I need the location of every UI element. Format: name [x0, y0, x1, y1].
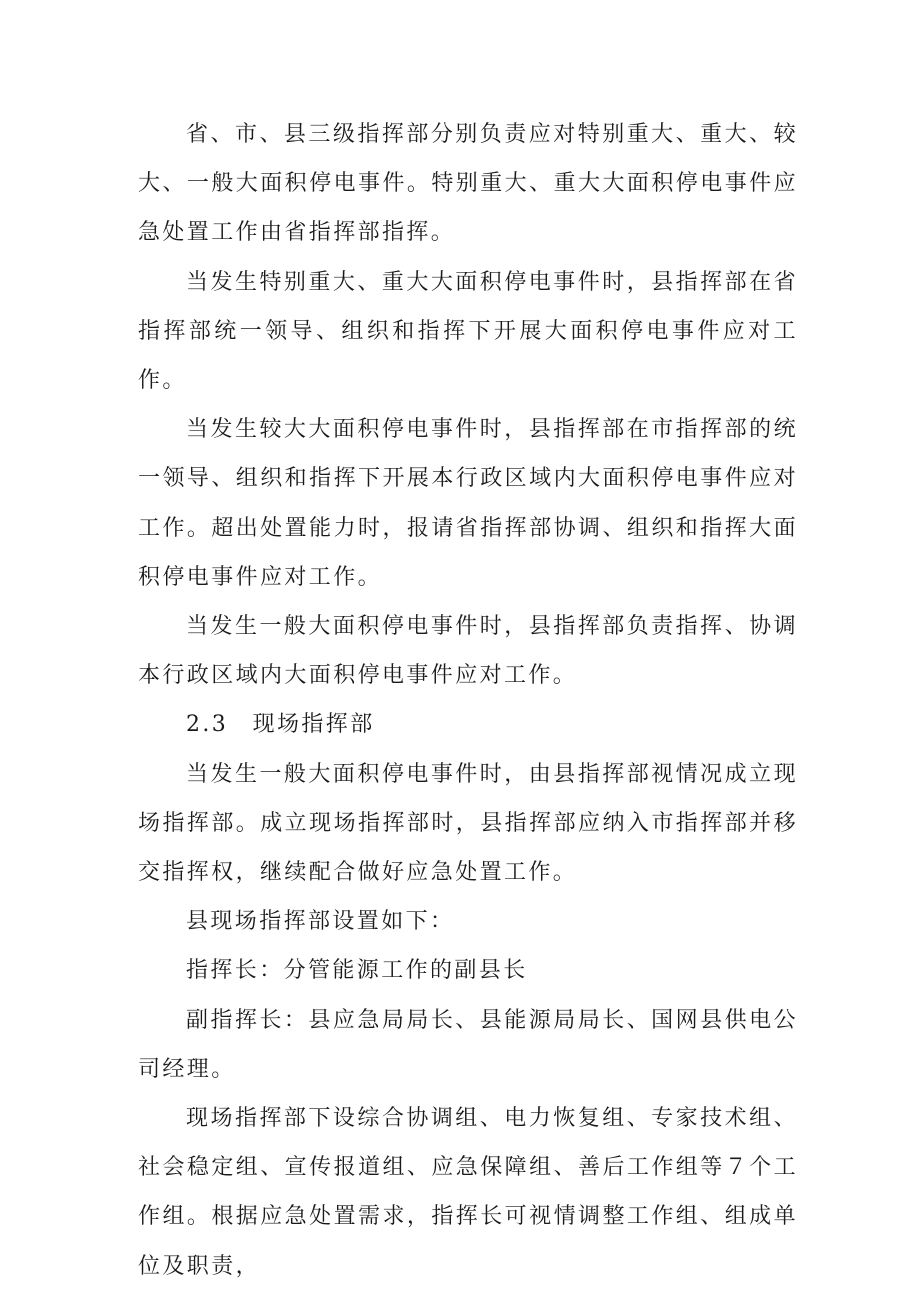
paragraph-large-event: 当发生较大大面积停电事件时，县指挥部在市指挥部的统一领导、组织和指挥下开展本行政区域内大面积停电事件应对工作。超出处置能力时，报请省指挥部协调、组织和指挥大面积停电事件应对工作。 [138, 417, 798, 590]
paragraph-major-event: 当发生特别重大、重大大面积停电事件时，县指挥部在省指挥部统一领导、组织和指挥下开展大面积停电事件应对工作。 [138, 269, 798, 394]
paragraph-working-groups: 现场指挥部下设综合协调组、电力恢复组、专家技术组、社会稳定组、宣传报道组、应急保障组、善后工作组等７个工作组。根据应急处置需求，指挥长可视情调整工作组、组成单位及职责， [138, 1106, 798, 1279]
paragraph-commander: 指挥长：分管能源工作的副县长 [186, 958, 528, 984]
document-body [138, 110, 798, 1291]
paragraph-general-event: 当发生一般大面积停电事件时，县指挥部负责指挥、协调本行政区域内大面积停电事件应对工作。 [138, 614, 798, 689]
paragraph-onsite-setup: 当发生一般大面积停电事件时，由县指挥部视情况成立现场指挥部。成立现场指挥部时，县指挥部应纳入市指挥部并移交指挥权，继续配合做好应急处置工作。 [138, 761, 798, 886]
paragraph-onsite-config: 县现场指挥部设置如下： [186, 909, 455, 935]
paragraph-command-levels: 省、市、县三级指挥部分别负责应对特别重大、重大、较大、一般大面积停电事件。特别重大、重大大面积停电事件应急处置工作由省指挥部指挥。 [138, 122, 798, 246]
paragraph-deputy-commander: 副指挥长：县应急局局长、县能源局局长、国网县供电公司经理。 [138, 1007, 798, 1082]
section-heading: 2.3 现场指挥部 [186, 712, 375, 738]
